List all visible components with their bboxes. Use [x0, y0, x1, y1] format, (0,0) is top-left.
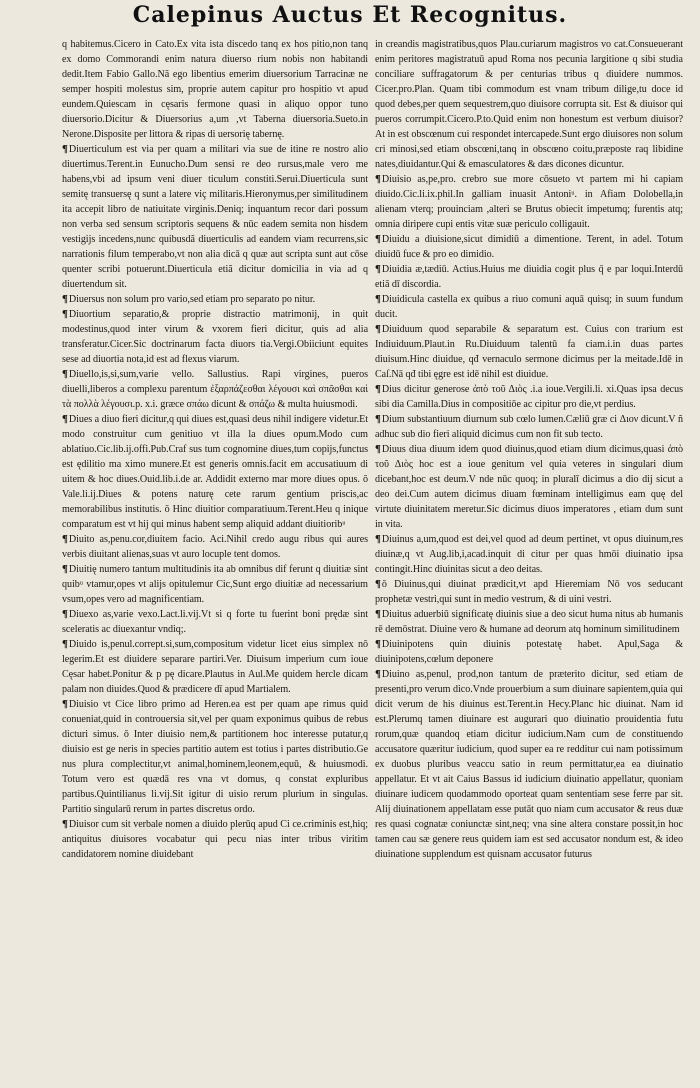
- entry-text: Diuerticulum est via per quam a militari via sue de itine re nostro alio diuertimus.Terent.in Eunucho.Dum sensi re deo rursus,male vero me habens,vbi ad ipsum veni diuer ticulum constiti.Serui.Diuerticula sunt semitę transuersę q sunt a latere viç militaris.Hieronymus,per similitudinem ita accepit libro de natiuitate virginis.Deniq; inquantum recor dari possum non verba sed sensum scriptoris sequens & nūc eadem semita non hisdem vestigijs incedens,nunc quibusdã diuerticulis ad eandem viam recurrens,sic narrationis filum temperabo,vt non alia dicā q quæ aut scripta sunt aut cōse quenter scribi potuerunt.Diuerticula etiã dicitur domicilia in via ad q diuertendum sit.: [62, 144, 368, 290]
- dictionary-entry: [375, 637, 683, 667]
- dictionary-entry: [375, 442, 683, 532]
- paragraph-mark-icon: ¶: [62, 698, 68, 710]
- paragraph-mark-icon: ¶: [375, 413, 381, 425]
- page-title: Calepinus Auctus Et Recognitus.: [132, 2, 568, 28]
- entry-text: ŏ Diuinus,qui diuinat prædicit,vt apd Hieremiam Nō vos seducant prophetæ vestri,qui sunt in medio vestrum, & di uini vestri.: [375, 579, 683, 605]
- paragraph-mark-icon: ¶: [375, 608, 381, 620]
- entry-text: Diuexo as,varie vexo.Lact.li.vij.Vt si q forte tu fuerint boni prędæ sint sceleratis ac diuexantur vndiq;.: [62, 609, 368, 635]
- entry-text: Diuello,is,si,sum,varie vello. Sallustius. Rapi virgines, pueros diuelli,liberos a complexu parentum ἐξαρπάζεσθαι λέγουσι καὶ σπᾶσθαι καὶ τὰ πολλὰ λέγουσι.p. x.i. græce σπάω dicunt & σπάζω & multa huiusmodi.: [62, 369, 368, 410]
- dictionary-entry: [375, 322, 683, 382]
- entry-text: Diuidicula castella ex quibus a riuo comuni aquā quisq; in suum fundum ducit.: [375, 294, 683, 320]
- dictionary-entry: [62, 817, 368, 862]
- entry-text: Diues a diuo fieri dicitur,q qui diues est,quasi deus nihil indigere videtur.Et modo construitur cum genitiuo vt illa la diues opum.Modo cum ablatiuo.Cic.lib.ij.offi.Pub.Craf sus tum cognomine diues,tum copijs,functus est ędilitio ma ximo munere.Et est generis omnis.facit em accusatiuum di uitem & hoc diues.Ouid.lib.i.de ar. Addidit externo mar more diues opus. ŏ Vale.li.ij.Diues & potens naturę cete rarum gentium priscis,ac memorabilibus institutis. ŏ Hinc diuitior comparatiuum.Terent.Heu q inique comparatum est vt hij qui minus habent semp aliquid addant diuitioribᵘ: [62, 414, 368, 530]
- paragraph-mark-icon: ¶: [62, 563, 68, 575]
- page-header: [0, 0, 700, 36]
- paragraph-mark-icon: ¶: [375, 293, 381, 305]
- paragraph-mark-icon: ¶: [375, 383, 381, 395]
- entry-text: Diuidu a diuisione,sicut dimidiū a dimentione. Terent, in adel. Totum diuidū fuce & pro eo dimidio.: [375, 234, 683, 260]
- paragraph-mark-icon: ¶: [62, 293, 68, 305]
- paragraph-mark-icon: ¶: [375, 233, 381, 245]
- paragraph-mark-icon: ¶: [62, 143, 68, 155]
- dictionary-entry: [62, 562, 368, 607]
- entry-text: Diuiduum quod separabile & separatum est. Cuius con trarium est Indiuiduum.Plaut.in Ru.Diuiduum talentū fa ciam.i.in duas partes diuisum.Hinc diuidue, qđ vernaculo sermone dicimus per la meitade.Idē in Caſ.Nā qđ tibi ęgre est idē nihil est diuidue.: [375, 324, 683, 380]
- paragraph-mark-icon: ¶: [375, 173, 381, 185]
- dictionary-entry: [375, 37, 683, 172]
- dictionary-entry: [62, 142, 368, 292]
- entry-text: q habitemus.Cicero in Cato.Ex vita ista discedo tanq ex hos pitio,non tanq ex domo Commorandi enim natura diuerso rium nobis non habitandi dedit.Item Fabio Gallo.Nã ego libentius emerim diuersorium Tarracinæ ne semper hospiti molestus sim, proprie autem capitur pro hospitio vt apud eundem.Quiescam in cęsaris fermone quasi in aliquo oppor tuno diuersorio.Dicitur & Diuersorius a,um ,vt Taberna diuersoria.Sueto.in Nerone.Disposite per littora & ripas di uersorię tabernę.: [62, 39, 368, 140]
- paragraph-mark-icon: ¶: [375, 323, 381, 335]
- entry-text: Diuidia æ,tædiū. Actius.Huius me diuidia cogit plus q̄ e par loqui.Interdū etiā dī discordia.: [375, 264, 683, 290]
- paragraph-mark-icon: ¶: [375, 533, 381, 545]
- paragraph-mark-icon: ¶: [62, 368, 68, 380]
- paragraph-mark-icon: ¶: [62, 608, 68, 620]
- entry-text: Diuus diua diuum idem quod diuinus,quod etiam dium dicimus,quasi ἀπὸ τοῦ Διὸς hoc est a ioue genitum vel quia veteres in singulari dium dicebant,hoc est deum.V nde nūc quoq; in pluralī dicimus a dio dij sicut a deo dei.Cum autem dicimus diuam fœminam intelligimus eam quę del virtute diuinitatem meretur.Sic dicimus diuos imperatores , etiam dum sunt in vita.: [375, 444, 683, 530]
- dictionary-entry: [375, 577, 683, 607]
- entry-text: Diuitię numero tantum multitudinis ita ab omnibus dif ferunt q diuitiæ sint quibᵘ vtamur,opes vt alijs opitulemur Cic,Sunt ergo diuitiæ ad necessarium vsum,opes vero ad magnificentiam.: [62, 564, 368, 605]
- dictionary-entry: [375, 172, 683, 232]
- dictionary-entry: [62, 37, 368, 142]
- paragraph-mark-icon: ¶: [375, 668, 381, 680]
- entry-text: Diuido is,penul.corrept.si,sum,compositum videtur licet eius simplex nō legerim.Et est diuidere separare partiri.Ver. Diuisum imperium cum ioue Cęsar habet.Ponitur & p pę dicare.Plautus in Aul.Me quidem hercle dicam palam non diuides.Quod & prædicere dī apud Martialem.: [62, 639, 368, 695]
- paragraph-mark-icon: ¶: [375, 578, 381, 590]
- dictionary-entry: [375, 607, 683, 637]
- dictionary-entry: [62, 367, 368, 412]
- dictionary-entry: [375, 232, 683, 262]
- dictionary-entry: [62, 607, 368, 637]
- dictionary-entry: [62, 412, 368, 532]
- paragraph-mark-icon: ¶: [375, 638, 381, 650]
- dictionary-entry: [62, 532, 368, 562]
- dictionary-entry: [62, 292, 368, 307]
- entry-text: in creandis magistratibus,quos Plau.curiarum magistros vo cat.Consueuerant enim peritores magistratuū apud Roma nos pecunia largitione q sibi studia conciliare suffragatorum & per centurias tribus q diuidere nummos. Cicer.pro.Plan. Quam tibi commodum est vnam tribum dilige,tu doce id quod debes,per quem sequestrem,quo diuisore corrupta sit. Est & diuisor qui pueros corrumpit.Cicero.P.to.Quid enim non honestum est verbum diuisor?At in est obscœnum cui respondet intercapede.Sunt ergo diuisores non solum cri minosi,sed etiam obscœni,tanq in obscœno coitu,præposte raq libidine nates,diuidantur.Qui & emasculatores & dæs dicones dicuntur.: [375, 39, 683, 170]
- dictionary-entry: [375, 667, 683, 862]
- entry-text: Diuisio vt Cice libro primo ad Heren.ea est per quam ape rimus quid conueniat,quid in controuersia sit,vel per quam exponimus quibus de rebus dicturi simus. ŏ Inter diuisio nem,& partitionem hoc interesse putatur,q diuisio est ge neris in species partitio autem est totius i partes distributio.Ge nus plura complectitur,vt animal,hominem,leonem,equū, & huiusmodi. Totum vero est quædā res vna vt domus, q constat expluribus partibus.Quintilianus li.vij.Sit igitur di uisio rerum plurium in singulas. Partitio singularū rerum in partes discretus ordo.: [62, 699, 368, 815]
- paragraph-mark-icon: ¶: [62, 818, 68, 830]
- paragraph-mark-icon: ¶: [62, 638, 68, 650]
- entry-text: Diuersus non solum pro vario,sed etiam pro separato po nitur.: [68, 294, 316, 305]
- entry-text: Diuinus a,um,quod est dei,vel quod ad deum pertinet, vt opus diuinum,res diuinæ,q vt Aug.lib,i,acad.inquit di citur per quas hmōi diuinatio ipsa contingit.Hinc diuinitas sicut a deo deitas.: [375, 534, 683, 575]
- entry-text: Diuisor cum sit verbale nomen a diuido plerūq apud Ci ce.criminis est,hiq; antiquitus diuisores vocabatur qui pecu nias inter tribus viritim candidatorem nomine diuidebant: [62, 819, 368, 860]
- paragraph-mark-icon: ¶: [62, 533, 68, 545]
- entry-text: Diuito as,penu.cor,diuitem facio. Aci.Nihil credo augu ribus qui aures verbis diuitant alienas,suas vt auro locuple tent domos.: [62, 534, 368, 560]
- dictionary-entry: [62, 637, 368, 697]
- bottom-margin: [0, 1040, 700, 1088]
- entry-text: Diuino as,penul, prod,non tantum de præterito dicitur, sed etiam de presenti,pro verum dico.Vnde prouerbium a sum diuinare sapientem,quia qui dicit verum de his diuinus est.Terent.in Hecy.Planc hic diuinat. Nam id est.Plerumq tamen diuinare est augurari quo diuinatio prouidentia futu rorum,quæ quandoq etiam dicitur iudicium.Nam cum de constituendo accusatore quæritur iudicium, quod super ea re redditur cui nam potissimum ex duobus pluribus veaccu satio in reum permittatur,ea ea diuinatio appellatur. Et vt ait Caius Bassus id iudicium diuinatio appellatur, quoniam diuinare iudicem quodammodo oporteat quam sententiam sese ferre par sit. Alij diuinationem appellatam esse putāt quo niam cum accusator & reus duæ res quasi cognatæ coniunctæ sint,neq; vna sine altera constare possit,in hoc tamen cau sæ genere reus quidem iam est sed accusator nondum est, & ideo diuinatione supplendum est quisnam accusator futurus: [375, 669, 683, 860]
- entry-text: Diuisio as,pe,pro. crebro sue more cōsueto vt partem mi hi capiam diuido.Cic.li.ix.phil.In galliam inuasit Antoniᵘ. in Afiam Dolobella,in alienam vterq; prouinciam ,alteri se Brutus obiecit impetumq; furentis atq; omnia diripere cupi entis vitæ suæ periculo colligauit.: [375, 174, 683, 230]
- entry-text: Dius dicitur generose ἀπὸ τοῦ Διὸς .i.a ioue.Vergili.li. xi.Quas ipsa decus sibi dia Camilla.Dius in compositiōe ac cipitur pro die,vt perdius.: [375, 384, 683, 410]
- paragraph-mark-icon: ¶: [375, 443, 381, 455]
- dictionary-entry: [375, 382, 683, 412]
- paragraph-mark-icon: ¶: [375, 263, 381, 275]
- entry-text: Dium substantiuum diurnum sub cœlo lumen.Cæliū græ ci Διον dicunt.V ñ adhuc sub dio fieri aliquid dicimus cum non fit sub tecto.: [375, 414, 683, 440]
- dictionary-entry: [62, 697, 368, 817]
- left-column: [62, 37, 368, 1037]
- entry-text: Diuitus aduerbiū significatę diuinis siue a deo sicut huma nitus ab humanis rē demōstrat. Diuine vero & humane ad deorum atq hominum similitudinem: [375, 609, 683, 635]
- dictionary-entry: [375, 262, 683, 292]
- entry-text: Diuortium separatio,& proprie distractio matrimonij, in quit modestinus,quod inter virum & vxorem fieri dicitur, quis ad alia transferatur.Cicer.Sic doctrinarum facta diuors tia.Vergi.Obiiciunt equites sese ad diuortia nota,id est ad flexus viarum.: [62, 309, 368, 365]
- paragraph-mark-icon: ¶: [62, 413, 68, 425]
- dictionary-entry: [375, 532, 683, 577]
- dictionary-entry: [375, 412, 683, 442]
- entry-text: Diuinipotens quin diuinis potestatę habet. Apul,Saga & diuinipotens,cœlum deponere: [375, 639, 683, 665]
- paragraph-mark-icon: ¶: [62, 308, 68, 320]
- dictionary-entry: [375, 292, 683, 322]
- right-column: [375, 37, 683, 1037]
- dictionary-entry: [62, 307, 368, 367]
